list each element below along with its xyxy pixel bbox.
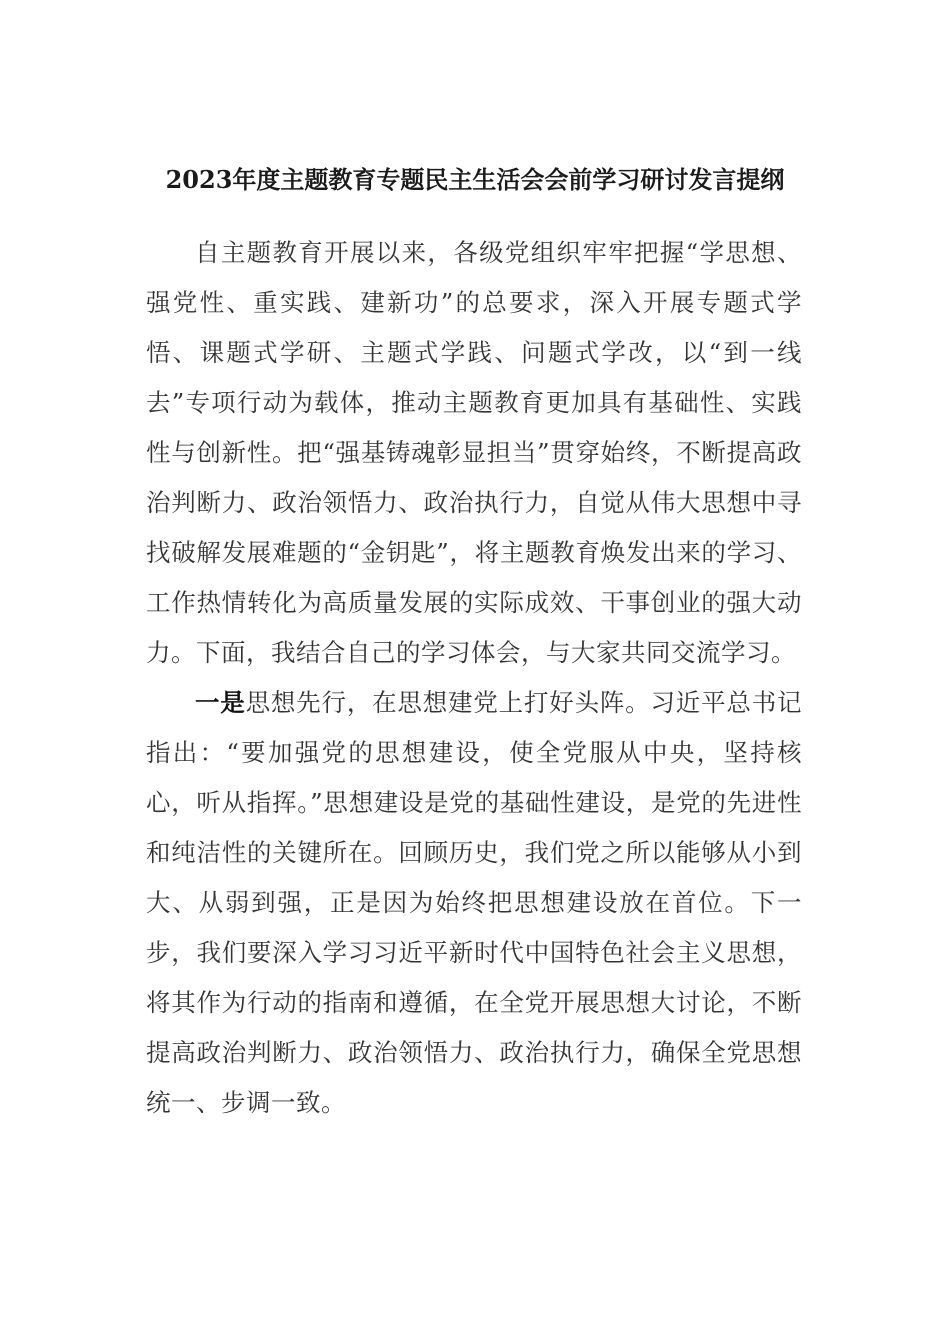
paragraph-point-one-lead: 一是 [195, 688, 246, 717]
paragraph-point-one [146, 678, 802, 1128]
document-title: 2023年度主题教育专题民主生活会会前学习研讨发言提纲 [165, 165, 785, 194]
paragraph-point-one-text: 思想先行，在思想建党上打好头阵。习近平总书记指出：“要加强党的思想建设，使全党服从中央，坚持核心，听从指挥。”思想建设是党的基础性建设，是党的先进性和纯洁性的关键所在。回顾历史，我们党之所以能够从小到大、从弱到强，正是因为始终把思想建设放在首位。下一步，我们要深入学习习近平新时代中国特色社会主义思想，将其作为行动的指南和遵循，在全党开展思想大讨论，不断提高政治判断力、政治领悟力、政治执行力，确保全党思想统一、步调一致。 [146, 688, 802, 1117]
paragraph-intro-text: 自主题教育开展以来，各级党组织牢牢把握“学思想、强党性、重实践、建新功”的总要求，深入开展专题式学悟、课题式学研、主题式学践、问题式学改，以“到一线去”专项行动为载体，推动主题教育更加具有基础性、实践性与创新性。把“强基铸魂彰显担当”贯穿始终，不断提高政治判断力、政治领悟力、政治执行力，自觉从伟大思想中寻找破解发展难题的“金钥匙”，将主题教育焕发出来的学习、工作热情转化为高质量发展的实际成效、干事创业的强大动力。下面，我结合自己的学习体会，与大家共同交流学习。 [146, 238, 802, 667]
paragraph-intro [146, 228, 802, 678]
document-body [146, 228, 802, 1128]
